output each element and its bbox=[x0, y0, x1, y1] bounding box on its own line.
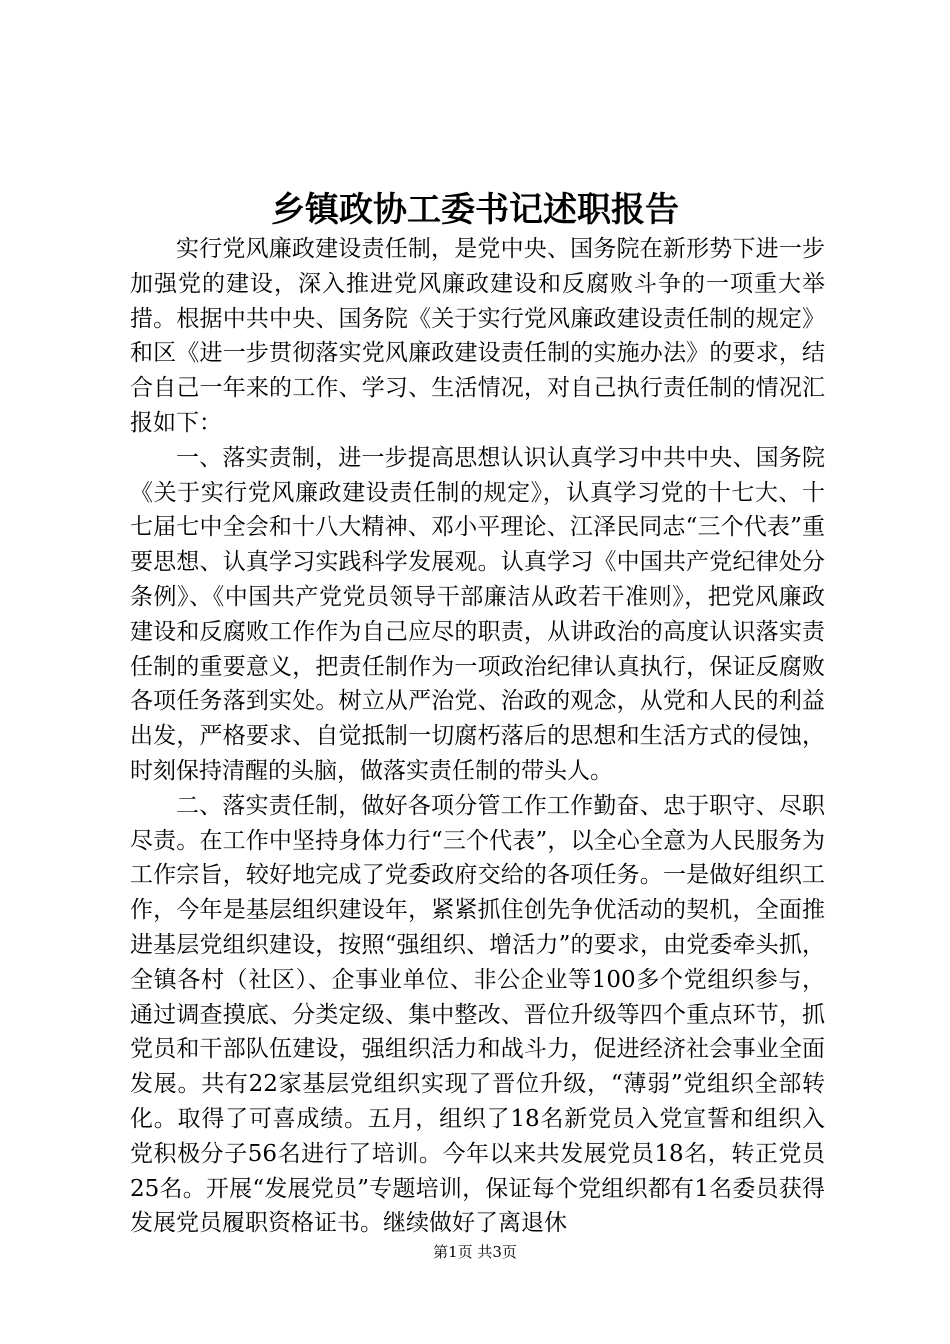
document-body bbox=[130, 232, 825, 1241]
paragraph-section-two: 二、落实责任制，做好各项分管工作工作勤奋、忠于职守、尽职尽责。在工作中坚持身体力行“三个代表”，以全心全意为人民服务为工作宗旨，较好地完成了党委政府交给的各项任务。一是做好组织工作，今年是基层组织建设年，紧紧抓住创先争优活动的契机，全面推进基层党组织建设，按照“强组织、增活力”的要求，由党委牵头抓，全镇各村（社区）、企事业单位、非公企业等100多个党组织参与，通过调查摸底、分类定级、集中整改、晋位升级等四个重点环节，抓党员和干部队伍建设，强组织活力和战斗力，促进经济社会事业全面发展。共有22家基层党组织实现了晋位升级，“薄弱”党组织全部转化。取得了可喜成绩。五月，组织了18名新党员入党宣誓和组织入党积极分子56名进行了培训。今年以来共发展党员18名，转正党员25名。开展“发展党员”专题培训，保证每个党组织都有1名委员获得发展党员履职资格证书。继续做好了离退休 bbox=[130, 792, 825, 1237]
document-title: 乡镇政协工委书记述职报告 bbox=[271, 190, 679, 230]
page-number-footer: 第1页 共3页 bbox=[433, 1243, 517, 1261]
paragraph-intro: 实行党风廉政建设责任制，是党中央、国务院在新形势下进一步加强党的建设，深入推进党风廉政建设和反腐败斗争的一项重大举措。根据中共中央、国务院《关于实行党风廉政建设责任制的规定》和区《进一步贯彻落实党风廉政建设责任制的实施办法》的要求，结合自己一年来的工作、学习、生活情况，对自己执行责任制的情况汇报如下： bbox=[130, 236, 825, 436]
paragraph-section-one: 一、落实责制，进一步提高思想认识认真学习中共中央、国务院《关于实行党风廉政建设责任制的规定》，认真学习党的十七大、十七届七中全会和十八大精神、邓小平理论、江泽民同志“三个代表”重要思想、认真学习实践科学发展观。认真学习《中国共产党纪律处分条例》、《中国共产党党员领导干部廉洁从政若干准则》，把党风廉政建设和反腐败工作作为自己应尽的职责，从讲政治的高度认识落实责任制的重要意义，把责任制作为一项政治纪律认真执行，保证反腐败各项任务落到实处。树立从严治党、治政的观念，从党和人民的利益出发，严格要求、自觉抵制一切腐朽落后的思想和生活方式的侵蚀，时刻保持清醒的头脑，做落实责任制的带头人。 bbox=[130, 444, 825, 784]
